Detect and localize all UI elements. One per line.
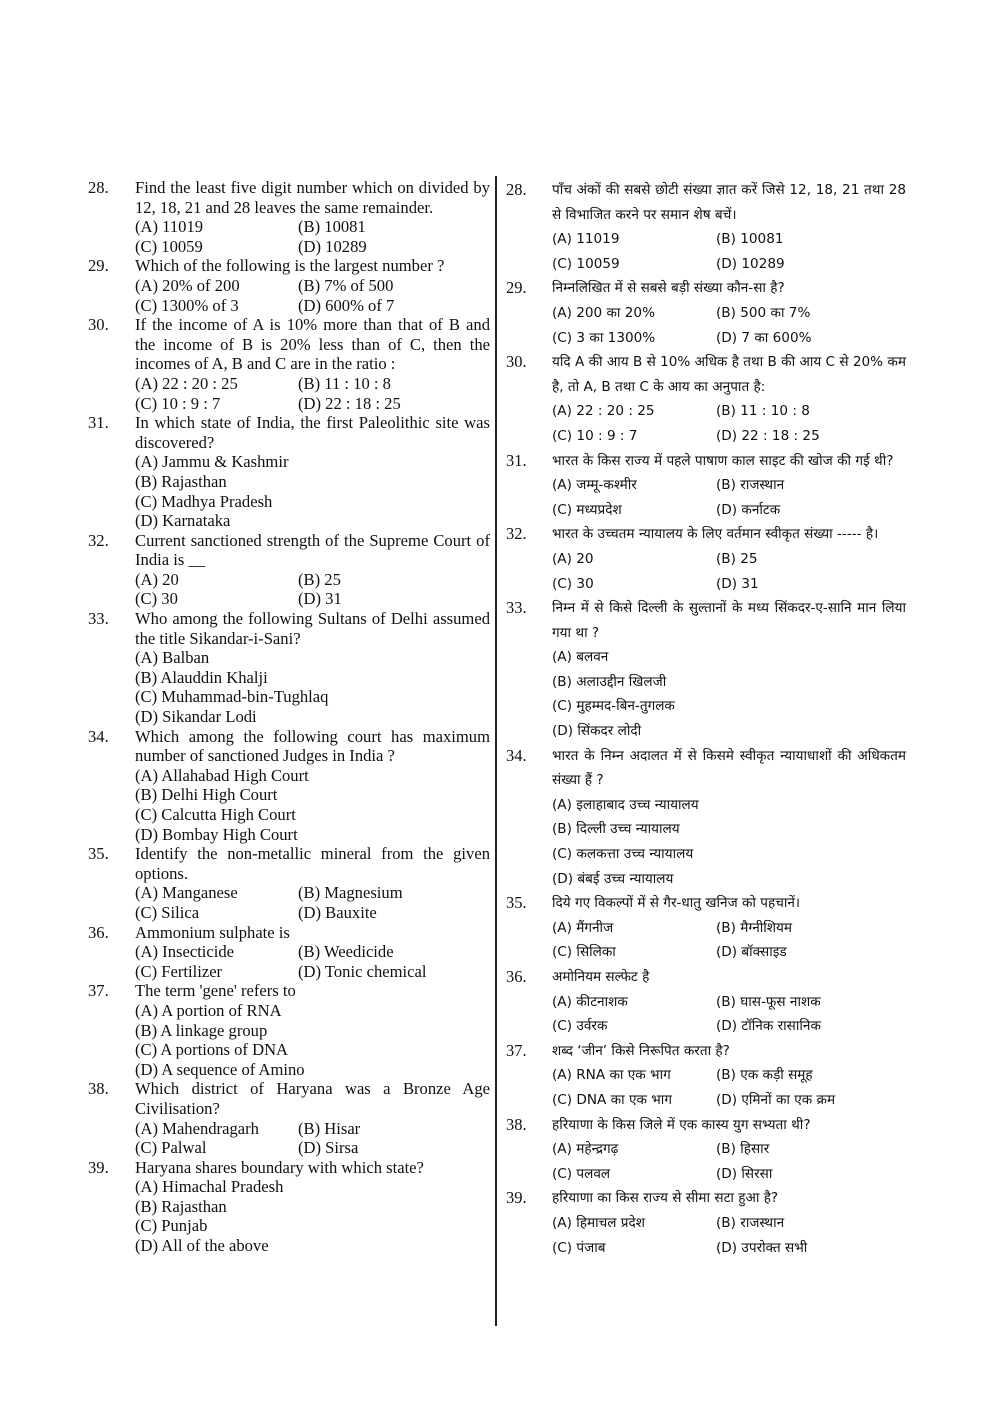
- question-number: 28.: [506, 180, 527, 199]
- answer-option: (B) 11 : 10 : 8: [716, 403, 810, 420]
- question-number: 29.: [506, 278, 527, 298]
- answer-option: (D) 10289: [298, 236, 367, 256]
- question-38: [506, 1113, 906, 1187]
- answer-option: (C) पंजाब: [552, 1239, 606, 1256]
- answer-option: (D) 31: [298, 589, 342, 609]
- question-body: [135, 1079, 490, 1157]
- answer-option: (C) Palwal: [135, 1138, 207, 1158]
- answer-option: (B) Magnesium: [298, 883, 403, 903]
- answer-option: (A) A portion of RNA: [135, 1000, 282, 1020]
- answer-option: (D) टॉनिक रासानिक: [716, 1018, 821, 1035]
- question-32: [506, 522, 906, 596]
- answer-option: (C) Punjab: [135, 1216, 208, 1236]
- question-number: 35.: [88, 844, 109, 864]
- answer-option: (C) पलवल: [552, 1165, 611, 1182]
- answer-option: (C) कलकत्ता उच्च न्यायालय: [552, 846, 694, 863]
- question-text: दिये गए विकल्पों में से गैर-धातु खनिज को पहचानें।: [552, 895, 801, 912]
- question-number: 36.: [506, 967, 527, 986]
- question-body: [135, 981, 490, 1079]
- question-number: 31.: [506, 450, 527, 470]
- answer-option: (A) 11019: [135, 217, 204, 237]
- question-37: [506, 1039, 906, 1113]
- question-text: निम्नलिखित में से सबसे बड़ी संख्या कौन-सा है?: [552, 280, 785, 297]
- answer-option: (D) 600% of 7: [298, 295, 395, 315]
- question-number: 38.: [88, 1079, 109, 1099]
- answer-option: (B) राजस्थान: [716, 477, 785, 494]
- question-35: [506, 891, 906, 965]
- question-number: 39.: [88, 1157, 109, 1177]
- answer-option: (D) सिरसा: [716, 1165, 773, 1182]
- question-body: [135, 1158, 490, 1256]
- question-text: हरियाणा के किस जिले में एक कास्य युग सभ्यता थी?: [552, 1116, 811, 1133]
- answer-option: (D) 31: [716, 575, 759, 592]
- question-body: [135, 256, 490, 315]
- question-text: हरियाणा का किस राज्य से सीमा सटा हुआ है?: [552, 1190, 779, 1207]
- question-body: [135, 844, 490, 922]
- answer-option: (B) 500 का 7%: [716, 304, 811, 321]
- answer-options: [135, 452, 490, 530]
- answer-option: (D) 22 : 18 : 25: [716, 427, 820, 444]
- answer-option: (D) Sirsa: [298, 1138, 359, 1158]
- answer-options: [552, 916, 906, 965]
- question-number: 30.: [88, 315, 109, 335]
- answer-option: (A) मैंगनीज: [552, 919, 614, 936]
- answer-option: (B) 11 : 10 : 8: [298, 373, 391, 393]
- question-body: [552, 1186, 906, 1260]
- question-text: यदि A की आय B से 10% अधिक है तथा B की आय C से 20% कम है, तो A, B तथा C के आय का अनुपात है:: [552, 354, 906, 395]
- question-body: [552, 522, 906, 596]
- question-32: [88, 531, 490, 609]
- answer-options: [135, 648, 490, 726]
- answer-option: (B) A linkage group: [135, 1020, 268, 1040]
- answer-options: [552, 1211, 906, 1260]
- question-body: [552, 965, 906, 1039]
- answer-option: (C) 10059: [135, 236, 203, 256]
- question-number: 37.: [88, 981, 109, 1001]
- question-body: [135, 315, 490, 413]
- question-29: [506, 276, 906, 350]
- answer-options: [552, 1063, 906, 1112]
- answer-option: (C) 3 का 1300%: [552, 329, 656, 346]
- answer-option: (C) 10 : 9 : 7: [552, 427, 638, 444]
- answer-option: (C) Madhya Pradesh: [135, 491, 273, 511]
- answer-option: (D) एमिनों का एक क्रम: [716, 1091, 836, 1108]
- question-number: 33.: [506, 598, 527, 618]
- answer-option: (C) मध्यप्रदेश: [552, 501, 622, 518]
- answer-option: (D) Karnataka: [135, 511, 231, 531]
- question-body: [552, 596, 906, 744]
- answer-option: (A) 22 : 20 : 25: [552, 403, 655, 420]
- answer-option: (B) 7% of 500: [298, 275, 394, 295]
- question-text: भारत के निम्न अदालत में से किसमे स्वीकृत न्यायाधाशों की अधिकतम संख्या हैं ?: [552, 747, 906, 789]
- answer-option: (B) Hisar: [298, 1118, 361, 1138]
- answer-option: (A) 20: [135, 569, 179, 589]
- question-text: Ammonium sulphate is: [135, 922, 290, 942]
- answer-option: (A) बलवन: [552, 649, 609, 666]
- answer-option: (A) जम्मू-कश्मीर: [552, 477, 637, 494]
- question-38: [88, 1079, 490, 1157]
- answer-option: (A) Mahendragarh: [135, 1118, 259, 1138]
- question-body: [552, 744, 906, 892]
- question-36: [88, 923, 490, 982]
- question-body: [135, 178, 490, 256]
- question-39: [88, 1158, 490, 1256]
- answer-option: (C) 30: [135, 589, 178, 609]
- question-body: [552, 1113, 906, 1187]
- answer-option: (A) हिमाचल प्रदेश: [552, 1214, 645, 1231]
- question-number: 32.: [506, 524, 527, 544]
- answer-options: [552, 399, 906, 448]
- answer-option: (C) Fertilizer: [135, 961, 223, 981]
- question-number: 33.: [88, 609, 109, 629]
- answer-option: (A) 20: [552, 550, 594, 567]
- question-text: If the income of A is 10% more than that of B and the income of B is 20% less than of C, then the incomes of A, B and C are in the ratio :: [135, 315, 490, 374]
- question-body: [552, 891, 906, 965]
- answer-options: [135, 1177, 490, 1255]
- answer-option: (A) कीटनाशक: [552, 993, 628, 1010]
- question-number: 34.: [506, 745, 527, 765]
- question-number: 30.: [506, 352, 527, 372]
- question-body: [135, 609, 490, 727]
- answer-option: (A) RNA का एक भाग: [552, 1067, 671, 1084]
- answer-option: (B) Rajasthan: [135, 471, 227, 491]
- answer-option: (C) 30: [552, 575, 594, 592]
- answer-option: (C) सिलिका: [552, 944, 616, 961]
- answer-option: (B) Rajasthan: [135, 1196, 227, 1216]
- answer-option: (A) Allahabad High Court: [135, 765, 309, 785]
- question-number: 36.: [88, 922, 109, 942]
- question-text: Which district of Haryana was a Bronze Age Civilisation?: [135, 1079, 490, 1118]
- question-text: Who among the following Sultans of Delhi assumed the title Sikandar-i-Sani?: [135, 609, 490, 648]
- answer-option: (C) Silica: [135, 902, 200, 922]
- question-35: [88, 844, 490, 922]
- answer-option: (A) Manganese: [135, 883, 238, 903]
- answer-option: (B) Weedicide: [298, 942, 394, 962]
- answer-option: (C) उर्वरक: [552, 1018, 608, 1035]
- question-30: [506, 350, 906, 448]
- answer-option: (B) दिल्ली उच्च न्यायालय: [552, 821, 680, 838]
- answer-option: (C) Calcutta High Court: [135, 805, 296, 824]
- question-31: [88, 413, 490, 531]
- answer-option: (B) घास-फूस नाशक: [716, 993, 821, 1010]
- answer-option: (A) 11019: [552, 231, 620, 248]
- question-text: शब्द ‘जीन’ किसे निरूपित करता है?: [552, 1042, 730, 1059]
- question-number: 28.: [88, 178, 109, 197]
- english-column: [88, 178, 490, 1256]
- answer-option: (A) Himachal Pradesh: [135, 1177, 284, 1197]
- question-29: [88, 256, 490, 315]
- question-text: Current sanctioned strength of the Supreme Court of India is __: [135, 530, 490, 570]
- question-text: Which of the following is the largest number ?: [135, 256, 445, 276]
- answer-option: (B) राजस्थान: [716, 1214, 785, 1231]
- question-30: [88, 315, 490, 413]
- answer-option: (A) 200 का 20%: [552, 304, 655, 321]
- question-text: In which state of India, the first Paleolithic site was discovered?: [135, 413, 490, 452]
- answer-options: [135, 1119, 490, 1158]
- question-34: [506, 744, 906, 892]
- question-39: [506, 1186, 906, 1260]
- question-text: Identify the non-metallic mineral from the given options.: [135, 844, 490, 883]
- question-body: [135, 727, 490, 845]
- question-33: [506, 596, 906, 744]
- question-number: 32.: [88, 530, 109, 550]
- question-text: Which among the following court has maximum number of sanctioned Judges in India ?: [135, 726, 490, 766]
- question-text: अमोनियम सल्फेट है: [552, 969, 650, 985]
- answer-options: [135, 766, 490, 844]
- answer-options: [552, 301, 906, 350]
- question-body: [552, 449, 906, 523]
- answer-options: [552, 547, 906, 596]
- answer-option: (C) 10 : 9 : 7: [135, 393, 221, 413]
- answer-option: (A) महेन्द्रगढ़: [552, 1141, 619, 1158]
- answer-option: (D) Bombay High Court: [135, 824, 298, 844]
- question-text: भारत के किस राज्य में पहले पाषाण काल साइट की खोज की गई थी?: [552, 452, 894, 469]
- question-36: [506, 965, 906, 1039]
- answer-option: (B) मैग्नीशियम: [716, 919, 793, 936]
- answer-option: (A) इलाहाबाद उच्च न्यायालय: [552, 796, 699, 813]
- question-body: [552, 1039, 906, 1113]
- question-text: निम्न में से किसे दिल्ली के सुल्तानों के मध्य सिंकदर-ए-सानि मान लिया गया था ?: [552, 600, 906, 641]
- answer-option: (A) Balban: [135, 648, 210, 668]
- answer-options: [552, 227, 906, 276]
- answer-options: [552, 645, 906, 743]
- question-text: The term 'gene' refers to: [135, 981, 296, 1001]
- answer-option: (D) बॉक्साइड: [716, 944, 787, 961]
- question-number: 31.: [88, 413, 109, 433]
- answer-options: [135, 276, 490, 315]
- question-number: 39.: [506, 1188, 527, 1208]
- answer-option: (C) 10059: [552, 255, 620, 272]
- answer-option: (B) एक कड़ी समूह: [716, 1067, 813, 1084]
- answer-option: (B) अलाउद्दीन खिलजी: [552, 673, 667, 690]
- question-text: पाँच अंकों की सबसे छोटी संख्या ज्ञात करें जिसे 12, 18, 21 तथा 28 से विभाजित करने पर समान शेष बचें।: [552, 182, 906, 223]
- answer-option: (D) 7 का 600%: [716, 329, 812, 346]
- column-divider: [495, 176, 497, 1326]
- question-body: [552, 178, 906, 276]
- question-number: 34.: [88, 726, 109, 746]
- question-31: [506, 449, 906, 523]
- answer-option: (D) सिंकदर लोदी: [552, 723, 642, 740]
- answer-options: [135, 883, 490, 922]
- answer-option: (D) All of the above: [135, 1236, 269, 1256]
- answer-option: (C) Muhammad-bin-Tughlaq: [135, 687, 329, 707]
- question-number: 38.: [506, 1114, 527, 1134]
- answer-option: (D) उपरोक्त सभी: [716, 1239, 808, 1256]
- answer-option: (B) हिसार: [716, 1141, 770, 1158]
- answer-option: (C) मुहम्मद-बिन-तुगलक: [552, 698, 675, 715]
- answer-options: [552, 473, 906, 522]
- answer-option: (A) Jammu & Kashmir: [135, 452, 289, 472]
- answer-option: (B) Alauddin Khalji: [135, 667, 268, 687]
- answer-option: (C) A portions of DNA: [135, 1040, 289, 1060]
- answer-options: [135, 217, 490, 256]
- answer-option: (D) A sequence of Amino: [135, 1059, 305, 1079]
- answer-option: (B) Delhi High Court: [135, 785, 278, 805]
- answer-option: (A) Insecticide: [135, 942, 235, 962]
- question-37: [88, 981, 490, 1079]
- question-text: भारत के उच्चतम न्यायालय के लिए वर्तमान स्वीकृत संख्या ----- है।: [552, 526, 879, 543]
- question-34: [88, 727, 490, 845]
- answer-option: (C) 1300% of 3: [135, 295, 239, 315]
- answer-option: (C) DNA का एक भाग: [552, 1091, 672, 1108]
- answer-option: (B) 25: [298, 569, 341, 589]
- question-body: [135, 923, 490, 982]
- hindi-column: [506, 178, 906, 1260]
- answer-options: [135, 374, 490, 413]
- answer-option: (D) बंबई उच्च न्यायालय: [552, 870, 674, 887]
- answer-options: [552, 990, 906, 1039]
- question-text: Haryana shares boundary with which state?: [135, 1157, 424, 1177]
- question-body: [135, 413, 490, 531]
- answer-option: (A) 22 : 20 : 25: [135, 373, 238, 393]
- answer-option: (B) 10081: [716, 231, 784, 248]
- question-28: [88, 178, 490, 256]
- question-number: 29.: [88, 256, 109, 276]
- question-body: [552, 350, 906, 448]
- answer-option: (B) 25: [716, 550, 758, 567]
- answer-option: (A) 20% of 200: [135, 275, 240, 295]
- answer-option: (D) कर्नाटक: [716, 501, 781, 518]
- question-number: 35.: [506, 893, 527, 913]
- question-body: [552, 276, 906, 350]
- answer-option: (D) Tonic chemical: [298, 961, 427, 981]
- question-33: [88, 609, 490, 727]
- question-text: Find the least five digit number which on divided by 12, 18, 21 and 28 leaves the same remainder.: [135, 178, 490, 217]
- answer-option: (D) Sikandar Lodi: [135, 707, 257, 727]
- answer-options: [135, 942, 490, 981]
- answer-option: (D) Bauxite: [298, 902, 377, 922]
- answer-options: [552, 793, 906, 891]
- answer-options: [135, 570, 490, 609]
- question-28: [506, 178, 906, 276]
- question-body: [135, 531, 490, 609]
- answer-options: [552, 1137, 906, 1186]
- answer-option: (B) 10081: [298, 217, 366, 237]
- answer-options: [135, 1001, 490, 1079]
- question-number: 37.: [506, 1040, 527, 1060]
- answer-option: (D) 10289: [716, 255, 785, 272]
- answer-option: (D) 22 : 18 : 25: [298, 393, 401, 413]
